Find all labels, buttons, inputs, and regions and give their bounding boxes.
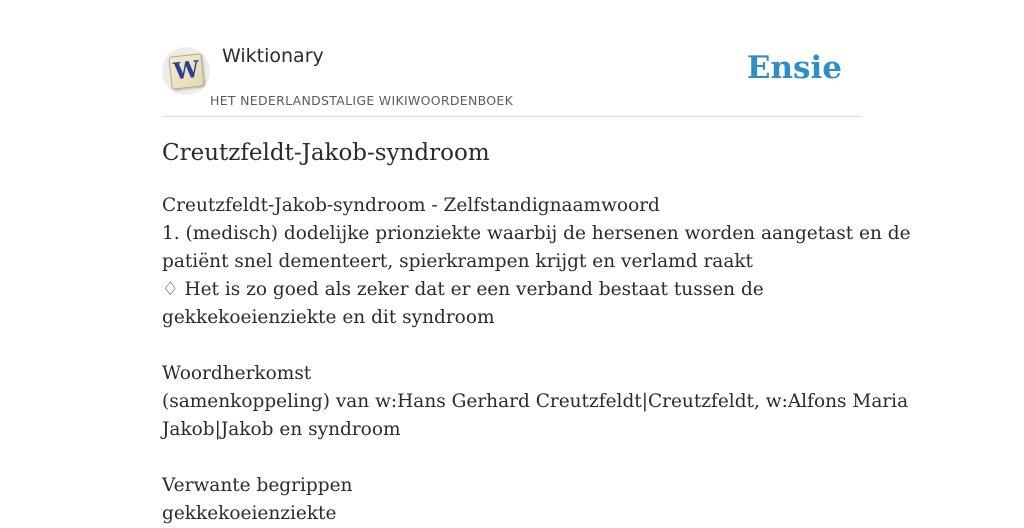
entry-body [162,192,911,528]
wiktionary-logo-icon[interactable] [162,47,210,95]
definition-line: patiënt snel dementeert, spierkrampen krijgt en verlamd raakt [162,251,753,272]
logo-tile [168,53,204,89]
related-heading: Verwante begrippen [162,475,353,496]
etymology-heading: Woordherkomst [162,363,312,384]
site-tagline: HET NEDERLANDSTALIGE WIKIWOORDENBOEK [210,93,514,108]
spacer [162,444,862,472]
site-name[interactable]: Wiktionary [222,45,324,67]
site-header [162,40,862,117]
definition-line: 1. (medisch) dodelijke prionziekte waarbij de hersenen worden aangetast en de [162,223,911,244]
etymology-line: (samenkoppeling) van w:Hans Gerhard Creutzfeldt|Creutzfeldt, w:Alfons Maria [162,391,909,412]
related-term[interactable]: gekkekoeienziekte [162,503,337,524]
page-title: Creutzfeldt-Jakob-syndroom [162,140,490,166]
ensie-brand-logo[interactable]: Ensie [746,50,842,86]
example-line: gekkekoeienziekte en dit syndroom [162,307,495,328]
example-line: ♢ Het is zo goed als zeker dat er een verband bestaat tussen de [162,279,764,300]
entry-heading: Creutzfeldt-Jakob-syndroom - Zelfstandignaamwoord [162,195,660,216]
etymology-line: Jakob|Jakob en syndroom [162,419,401,440]
spacer [162,332,862,360]
logo-letter: W [172,55,201,86]
